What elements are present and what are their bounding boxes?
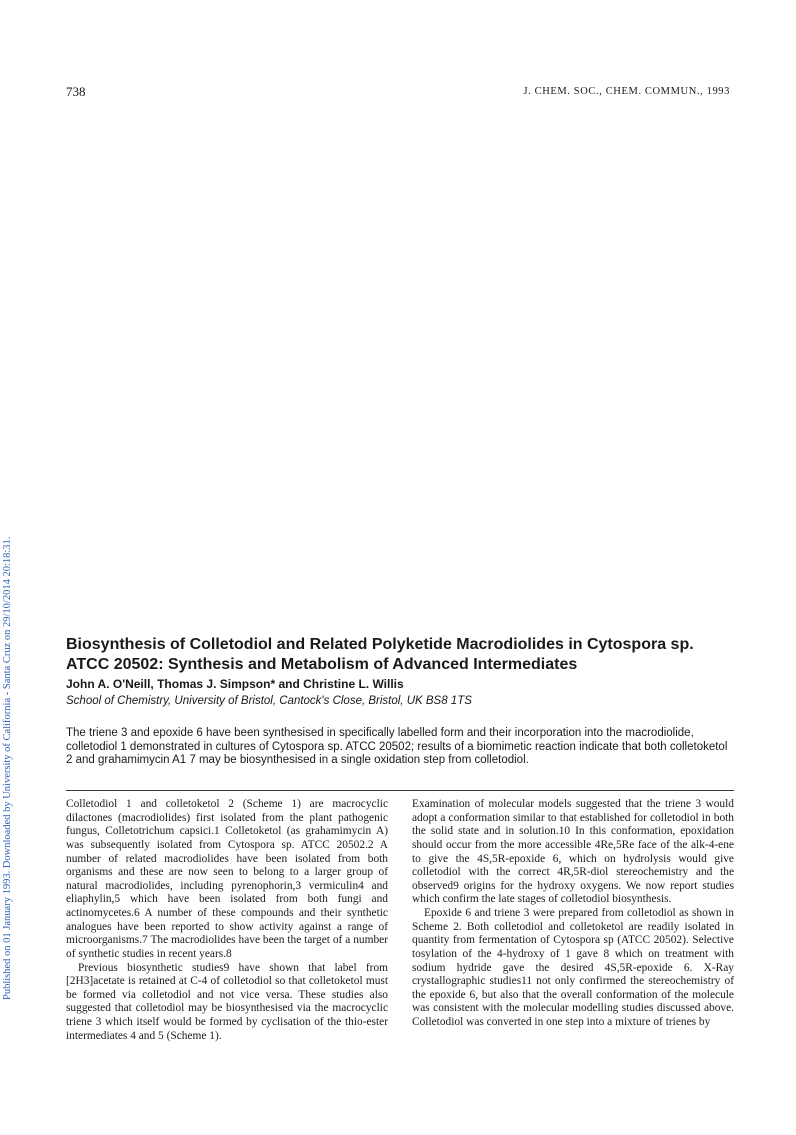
article-affiliation: School of Chemistry, University of Bristol, Cantock's Close, Bristol, UK BS8 1TS	[66, 695, 472, 707]
body-paragraph: Examination of molecular models suggested that the triene 3 would adopt a conformation similar to that established for colletodiol in both the solid state and in solution.10 In this conformation, epoxidation should occur from the more accessible 4Re,5Re face of the alk-4-ene to give the 4S,5R-epoxide 6, which on hydrolysis would give colletodiol with the correct 4R,5R-diol stereochemistry and the observed9 origins for the hydroxy oxygens. We now report studies which confirm the late stages of colletodiol biosynthesis.	[412, 798, 734, 906]
body-paragraph: Colletodiol 1 and colletoketol 2 (Scheme 1) are macrocyclic dilactones (macrodiolides) first isolated from the plant pathogenic fungus, Colletotrichum capsici.1 Colletoketol (as grahamimycin A) was subsequently isolated from Cytospora sp. ATCC 20502.2 A number of related macrodiolides have been isolated from both organisms and these are now seen to belong to a larger group of natural macrodiolides, including pyrenophorin,3 vermiculin4 and eliaphylin,5 which have been isolated from both fungi and actinomycetes.6 A number of these compounds and their synthetic analogues have been reported to show activity against a range of microorganisms.7 The macrodiolides have been the target of a number of synthetic studies in recent years.8	[66, 798, 388, 960]
article-abstract: The triene 3 and epoxide 6 have been synthesised in specifically labelled form and their incorporation into the macrodiolide, colletodiol 1 demonstrated in cultures of Cytospora sp. ATCC 20502; results of a biomimetic reaction indicate that both colletoketol 2 and grahamimycin A1 7 may be biosynthesised in a single oxidation step from colletodiol.	[66, 727, 728, 767]
article-title: Biosynthesis of Colletodiol and Related Polyketide Macrodiolides in Cytospora sp. ATCC 20502: Synthesis and Metabolism of Advanced Intermediates	[66, 636, 694, 673]
journal-header: J. CHEM. SOC., CHEM. COMMUN., 1993	[523, 86, 730, 97]
body-column-right	[412, 798, 734, 1030]
body-paragraph: Previous biosynthetic studies9 have shown that label from [2H3]acetate is retained at C-4 of colletodiol so that colletoketol must be formed via colletodiol and not vice versa. These studies also suggested that colletodiol may be biosynthesised via the macrocyclic triene 3 which itself would be formed by cyclisation of the thio-ester intermediates 4 and 5 (Scheme 1).	[66, 961, 388, 1042]
body-paragraph: Epoxide 6 and triene 3 were prepared from colletodiol as shown in Scheme 2. Both colletodiol and colletoketol are readily isolated in quantity from fermentation of Cytospora sp (ATCC 20502). Selective tosylation of the 4-hydroxy of 1 gave 8 which on treatment with sodium hydride gave the desired 4S,5R-epoxide 6. X-Ray crystallographic studies11 not only confirmed the stereochemistry of the epoxide 6, but also that the overall conformation of the molecule was consistent with the molecular modelling studies discussed above. Colletodiol was converted in one step into a mixture of trienes by	[412, 907, 734, 1028]
page-number: 738	[66, 84, 86, 99]
article-authors: John A. O'Neill, Thomas J. Simpson* and Christine L. Willis	[66, 677, 404, 691]
body-column-left	[66, 798, 388, 1043]
section-divider	[66, 790, 734, 791]
download-notice[interactable]: Published on 01 January 1993. Downloaded by University of California - Santa Cruz on 29/10/2014 20:18:31.	[2, 536, 13, 1000]
